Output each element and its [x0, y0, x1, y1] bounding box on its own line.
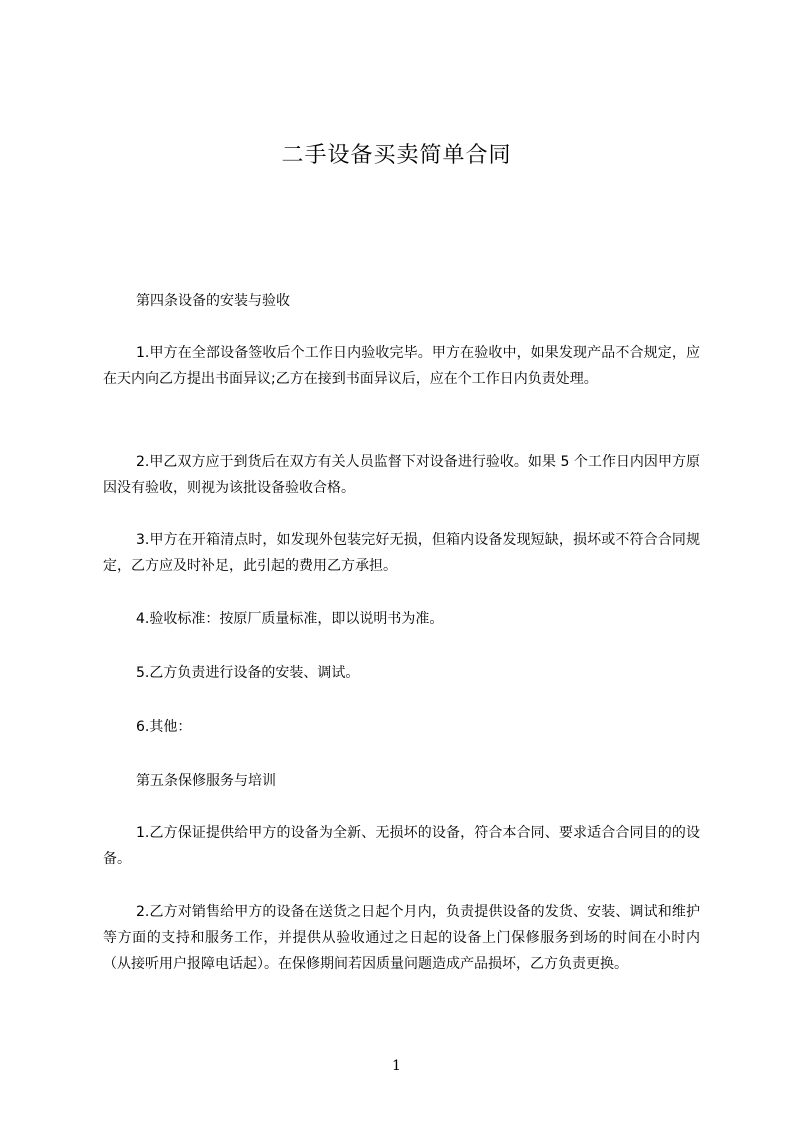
- section-heading-article-4: 第四条设备的安装与验收: [136, 293, 290, 309]
- section-heading-article-5: 第五条保修服务与培训: [136, 773, 276, 789]
- paragraph-5-2: 2.乙方对销售给甲方的设备在送货之日起个月内，负责提供设备的发货、安装、调试和维护等方面的支持和服务工作，并提供从验收通过之日起的设备上门保修服务到场的时间在小时内（从接听用户报障电话起）。在保修期间若因质量问题造成产品损坏，乙方负责更换。: [103, 904, 700, 972]
- paragraph-4-5: 5.乙方负责进行设备的安装、调试。: [136, 665, 360, 681]
- page-number: 1: [392, 1058, 401, 1074]
- paragraph-4-4: 4.验收标准：按原厂质量标准，即以说明书为准。: [136, 611, 444, 627]
- paragraph-4-1: 1.甲方在全部设备签收后个工作日内验收完毕。甲方在验收中，如果发现产品不合规定，应在天内向乙方提出书面异议;乙方在接到书面异议后，应在个工作日内负责处理。: [103, 345, 700, 387]
- document-title: 二手设备买卖简单合同: [281, 143, 512, 168]
- paragraph-4-6: 6.其他：: [136, 719, 192, 735]
- paragraph-4-2: 2.甲乙双方应于到货后在双方有关人员监督下对设备进行验收。如果 5 个工作日内因甲方原因没有验收，则视为该批设备验收合格。: [103, 454, 700, 496]
- paragraph-5-1: 1.乙方保证提供给甲方的设备为全新、无损坏的设备，符合本合同、要求适合合同目的的设备。: [103, 825, 700, 867]
- paragraph-4-3: 3.甲方在开箱清点时，如发现外包装完好无损，但箱内设备发现短缺，损坏或不符合合同规定，乙方应及时补足，此引起的费用乙方承担。: [103, 532, 700, 574]
